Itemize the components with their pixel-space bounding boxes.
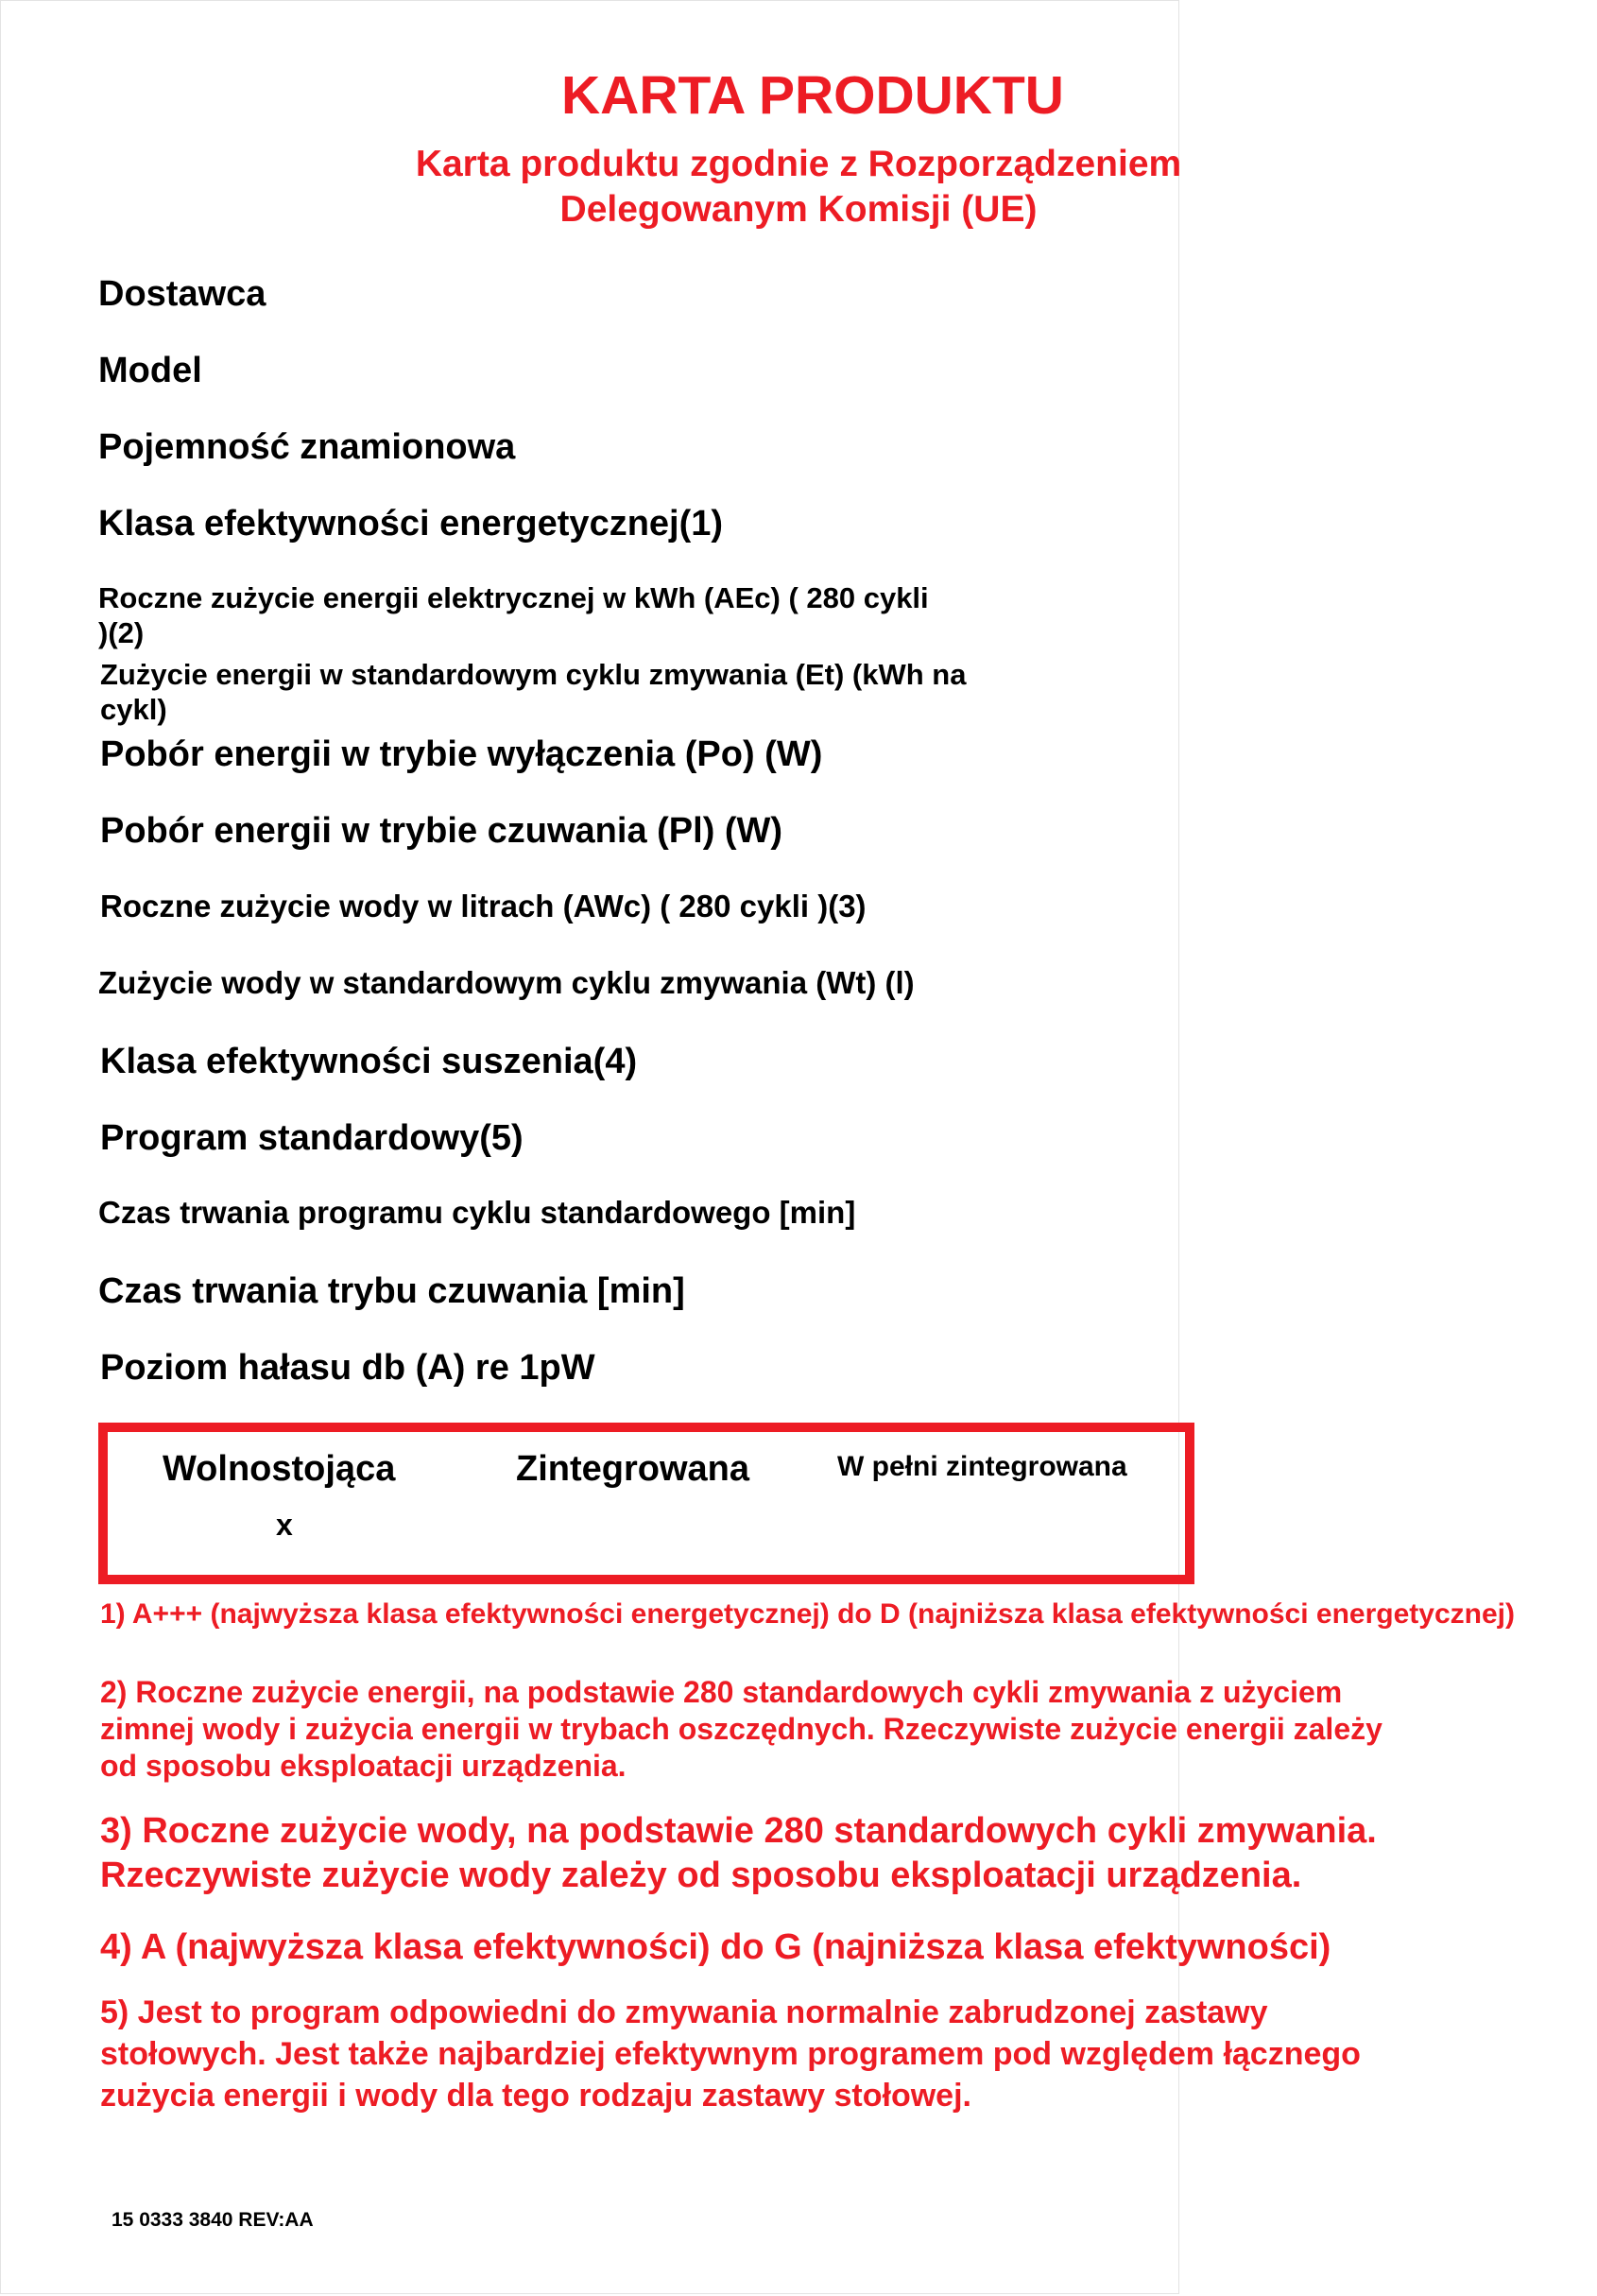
field-off-mode-power: Pobór energii w trybie wyłączenia (Po) (W) [100,734,823,774]
installation-integrated-label: Zintegrowana [516,1449,750,1489]
field-standby-power: Pobór energii w trybie czuwania (Pl) (W) [100,811,783,851]
installation-selected-mark: x [276,1508,293,1542]
field-cycle-energy-line-2: cykl) [100,693,167,726]
field-standby-duration: Czas trwania trybu czuwania [min] [98,1271,685,1311]
footnote-5-line-1: 5) Jest to program odpowiedni do zmywania normalnie zabrudzonej zastawy [100,1994,1268,2030]
footnote-2-line-1: 2) Roczne zużycie energii, na podstawie 280 standardowych cykli zmywania z użyciem [100,1675,1343,1709]
field-annual-energy [98,580,929,650]
footnote-3 [100,1809,1377,1898]
field-drying-class: Klasa efektywności suszenia(4) [100,1042,638,1081]
footnote-1: 1) A+++ (najwyższa klasa efektywności energetycznej) do D (najniższa klasa efektywności energetycznej) [100,1598,1515,1630]
footnote-5-line-3: zużycia energii i wody dla tego rodzaju zastawy stołowej. [100,2078,971,2114]
field-supplier: Dostawca [98,274,266,314]
subtitle-line-1: Karta produktu zgodnie z Rozporządzeniem [415,144,1182,184]
field-annual-energy-line-2: )(2) [98,616,145,649]
page-title: KARTA PRODUKTU [561,65,1064,126]
document-reference: 15 0333 3840 REV:AA [112,2209,314,2231]
field-energy-class: Klasa efektywności energetycznej(1) [98,504,724,544]
footnote-4: 4) A (najwyższa klasa efektywności) do G (najniższa klasa efektywności) [100,1927,1331,1967]
footnote-3-line-1: 3) Roczne zużycie wody, na podstawie 280 standardowych cykli zmywania. [100,1811,1377,1851]
footnote-5 [100,1992,1361,2116]
field-capacity: Pojemność znamionowa [98,427,516,467]
installation-freestanding-label: Wolnostojąca [163,1449,396,1489]
footnote-2-line-3: od sposobu eksploatacji urządzenia. [100,1749,627,1783]
field-cycle-water: Zużycie wody w standardowym cyklu zmywania (Wt) (l) [98,965,915,1000]
footnote-3-line-2: Rzeczywiste zużycie wody zależy od sposobu eksploatacji urządzenia. [100,1856,1302,1895]
field-annual-water: Roczne zużycie wody w litrach (AWc) ( 280 cykli )(3) [100,889,867,924]
installation-fully-integrated-label: W pełni zintegrowana [837,1451,1127,1482]
field-annual-energy-line-1: Roczne zużycie energii elektrycznej w kWh (AEc) ( 280 cykli [98,581,929,614]
field-cycle-energy-line-1: Zużycie energii w standardowym cyklu zmywania (Et) (kWh na [100,658,967,691]
footnote-2-line-2: zimnej wody i zużycia energii w trybach oszczędnych. Rzeczywiste zużycie energii zależy [100,1712,1382,1746]
field-standard-program: Program standardowy(5) [100,1118,524,1158]
field-noise-level: Poziom hałasu db (A) re 1pW [100,1348,595,1388]
page-subtitle [0,142,1597,233]
installation-type-box [98,1423,1194,1584]
footnote-2 [100,1674,1382,1785]
field-cycle-energy [100,657,966,727]
subtitle-line-2: Delegowanym Komisji (UE) [559,189,1038,230]
footnote-5-line-2: stołowych. Jest także najbardziej efektywnym programem pod względem łącznego [100,2036,1361,2072]
field-standard-cycle-duration: Czas trwania programu cyklu standardowego [min] [98,1195,856,1230]
field-model: Model [98,351,202,390]
